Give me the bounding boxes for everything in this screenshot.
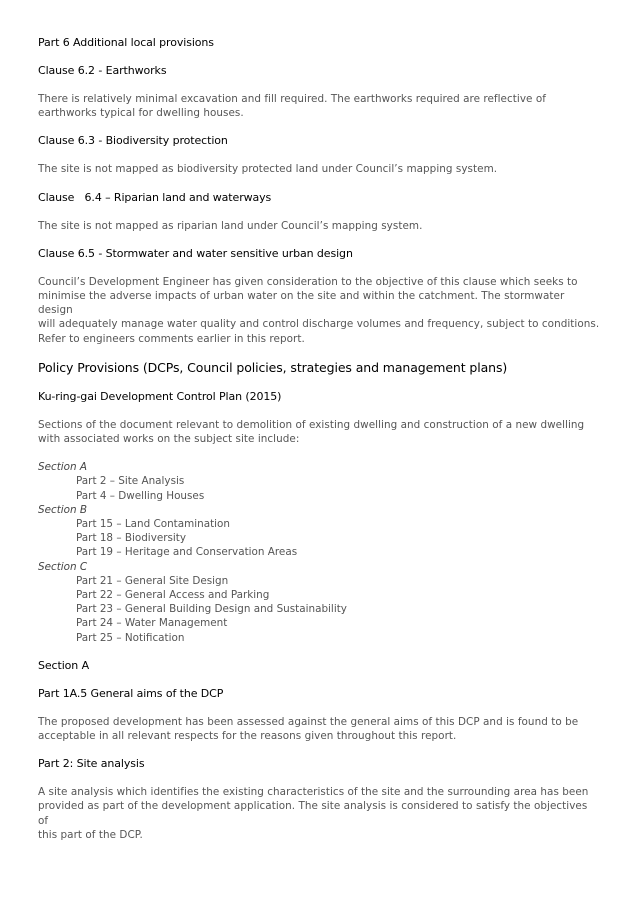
clause-6-5-text-line: Council’s Development Engineer has given consideration to the objective of this clause which seeks to xyxy=(38,275,578,288)
clause-6-5-text-line: Refer to engineers comments earlier in this report. xyxy=(38,332,305,345)
section-a-part: Part 4 – Dwelling Houses xyxy=(76,489,205,502)
section-c-part: Part 25 – Notification xyxy=(76,631,185,644)
clause-6-2-text-line: earthworks typical for dwelling houses. xyxy=(38,107,244,120)
section-c-part: Part 22 – General Access and Parking xyxy=(76,589,270,602)
part-2-heading: Part 2: Site analysis xyxy=(38,757,145,771)
section-c-part: Part 23 – General Building Design and Sustainability xyxy=(76,603,347,616)
section-c-part: Part 21 – General Site Design xyxy=(76,574,229,587)
clause-6-5-text-line: minimise the adverse impacts of urban water on the site and within the catchment. The stormwater design xyxy=(38,290,565,317)
section-c-label: Section C xyxy=(38,560,88,573)
section-c-part: Part 24 – Water Management xyxy=(76,617,228,630)
clause-6-5-text-line: will adequately manage water quality and control discharge volumes and frequency, subject to conditions. xyxy=(38,318,600,331)
dcp-text-line: with associated works on the subject site include: xyxy=(38,433,300,446)
section-b-part: Part 19 – Heritage and Conservation Areas xyxy=(76,546,298,559)
section-b-part: Part 15 – Land Contamination xyxy=(76,518,230,531)
part-1a5-text-line: acceptable in all relevant respects for the reasons given throughout this report. xyxy=(38,730,457,743)
section-b-label: Section B xyxy=(38,503,88,516)
section-a-part: Part 2 – Site Analysis xyxy=(76,475,185,488)
part-2-text-line: provided as part of the development application. The site analysis is considered to satisfy the objectives of xyxy=(38,800,588,827)
document-page xyxy=(38,36,600,842)
dcp-text-line: Sections of the document relevant to demolition of existing dwelling and construction of a new dwelling xyxy=(38,418,585,431)
part-1a5-heading: Part 1A.5 General aims of the DCP xyxy=(38,686,224,700)
dcp-heading: Ku-ring-gai Development Control Plan (2015) xyxy=(38,389,282,403)
section-a-heading: Section A xyxy=(38,658,89,672)
clause-6-2-text-line: There is relatively minimal excavation and fill required. The earthworks required are reflective of xyxy=(38,93,546,105)
part6-heading: Part 6 Additional local provisions xyxy=(38,36,214,49)
clause-6-5-heading: Clause 6.5 - Stormwater and water sensitive urban design xyxy=(38,246,353,260)
clause-6-3-text: The site is not mapped as biodiversity protected land under Council’s mapping system. xyxy=(38,163,498,176)
clause-6-2-heading: Clause 6.2 - Earthworks xyxy=(38,64,167,77)
part-2-text-line: A site analysis which identifies the existing characteristics of the site and the surrounding area has been xyxy=(38,786,589,799)
section-b-part: Part 18 – Biodiversity xyxy=(76,532,187,545)
section-a-label: Section A xyxy=(38,461,88,474)
clause-6-4-heading: Clause 6.4 – Riparian land and waterways xyxy=(38,190,272,204)
clause-6-4-text: The site is not mapped as riparian land under Council’s mapping system. xyxy=(38,219,423,232)
part-1a5-text-line: The proposed development has been assessed against the general aims of this DCP and is found to be xyxy=(38,715,579,728)
clause-6-3-heading: Clause 6.3 - Biodiversity protection xyxy=(38,134,228,148)
part-2-text-line: this part of the DCP. xyxy=(38,828,143,841)
policy-provisions-heading: Policy Provisions (DCPs, Council policies, strategies and management plans) xyxy=(38,359,508,375)
